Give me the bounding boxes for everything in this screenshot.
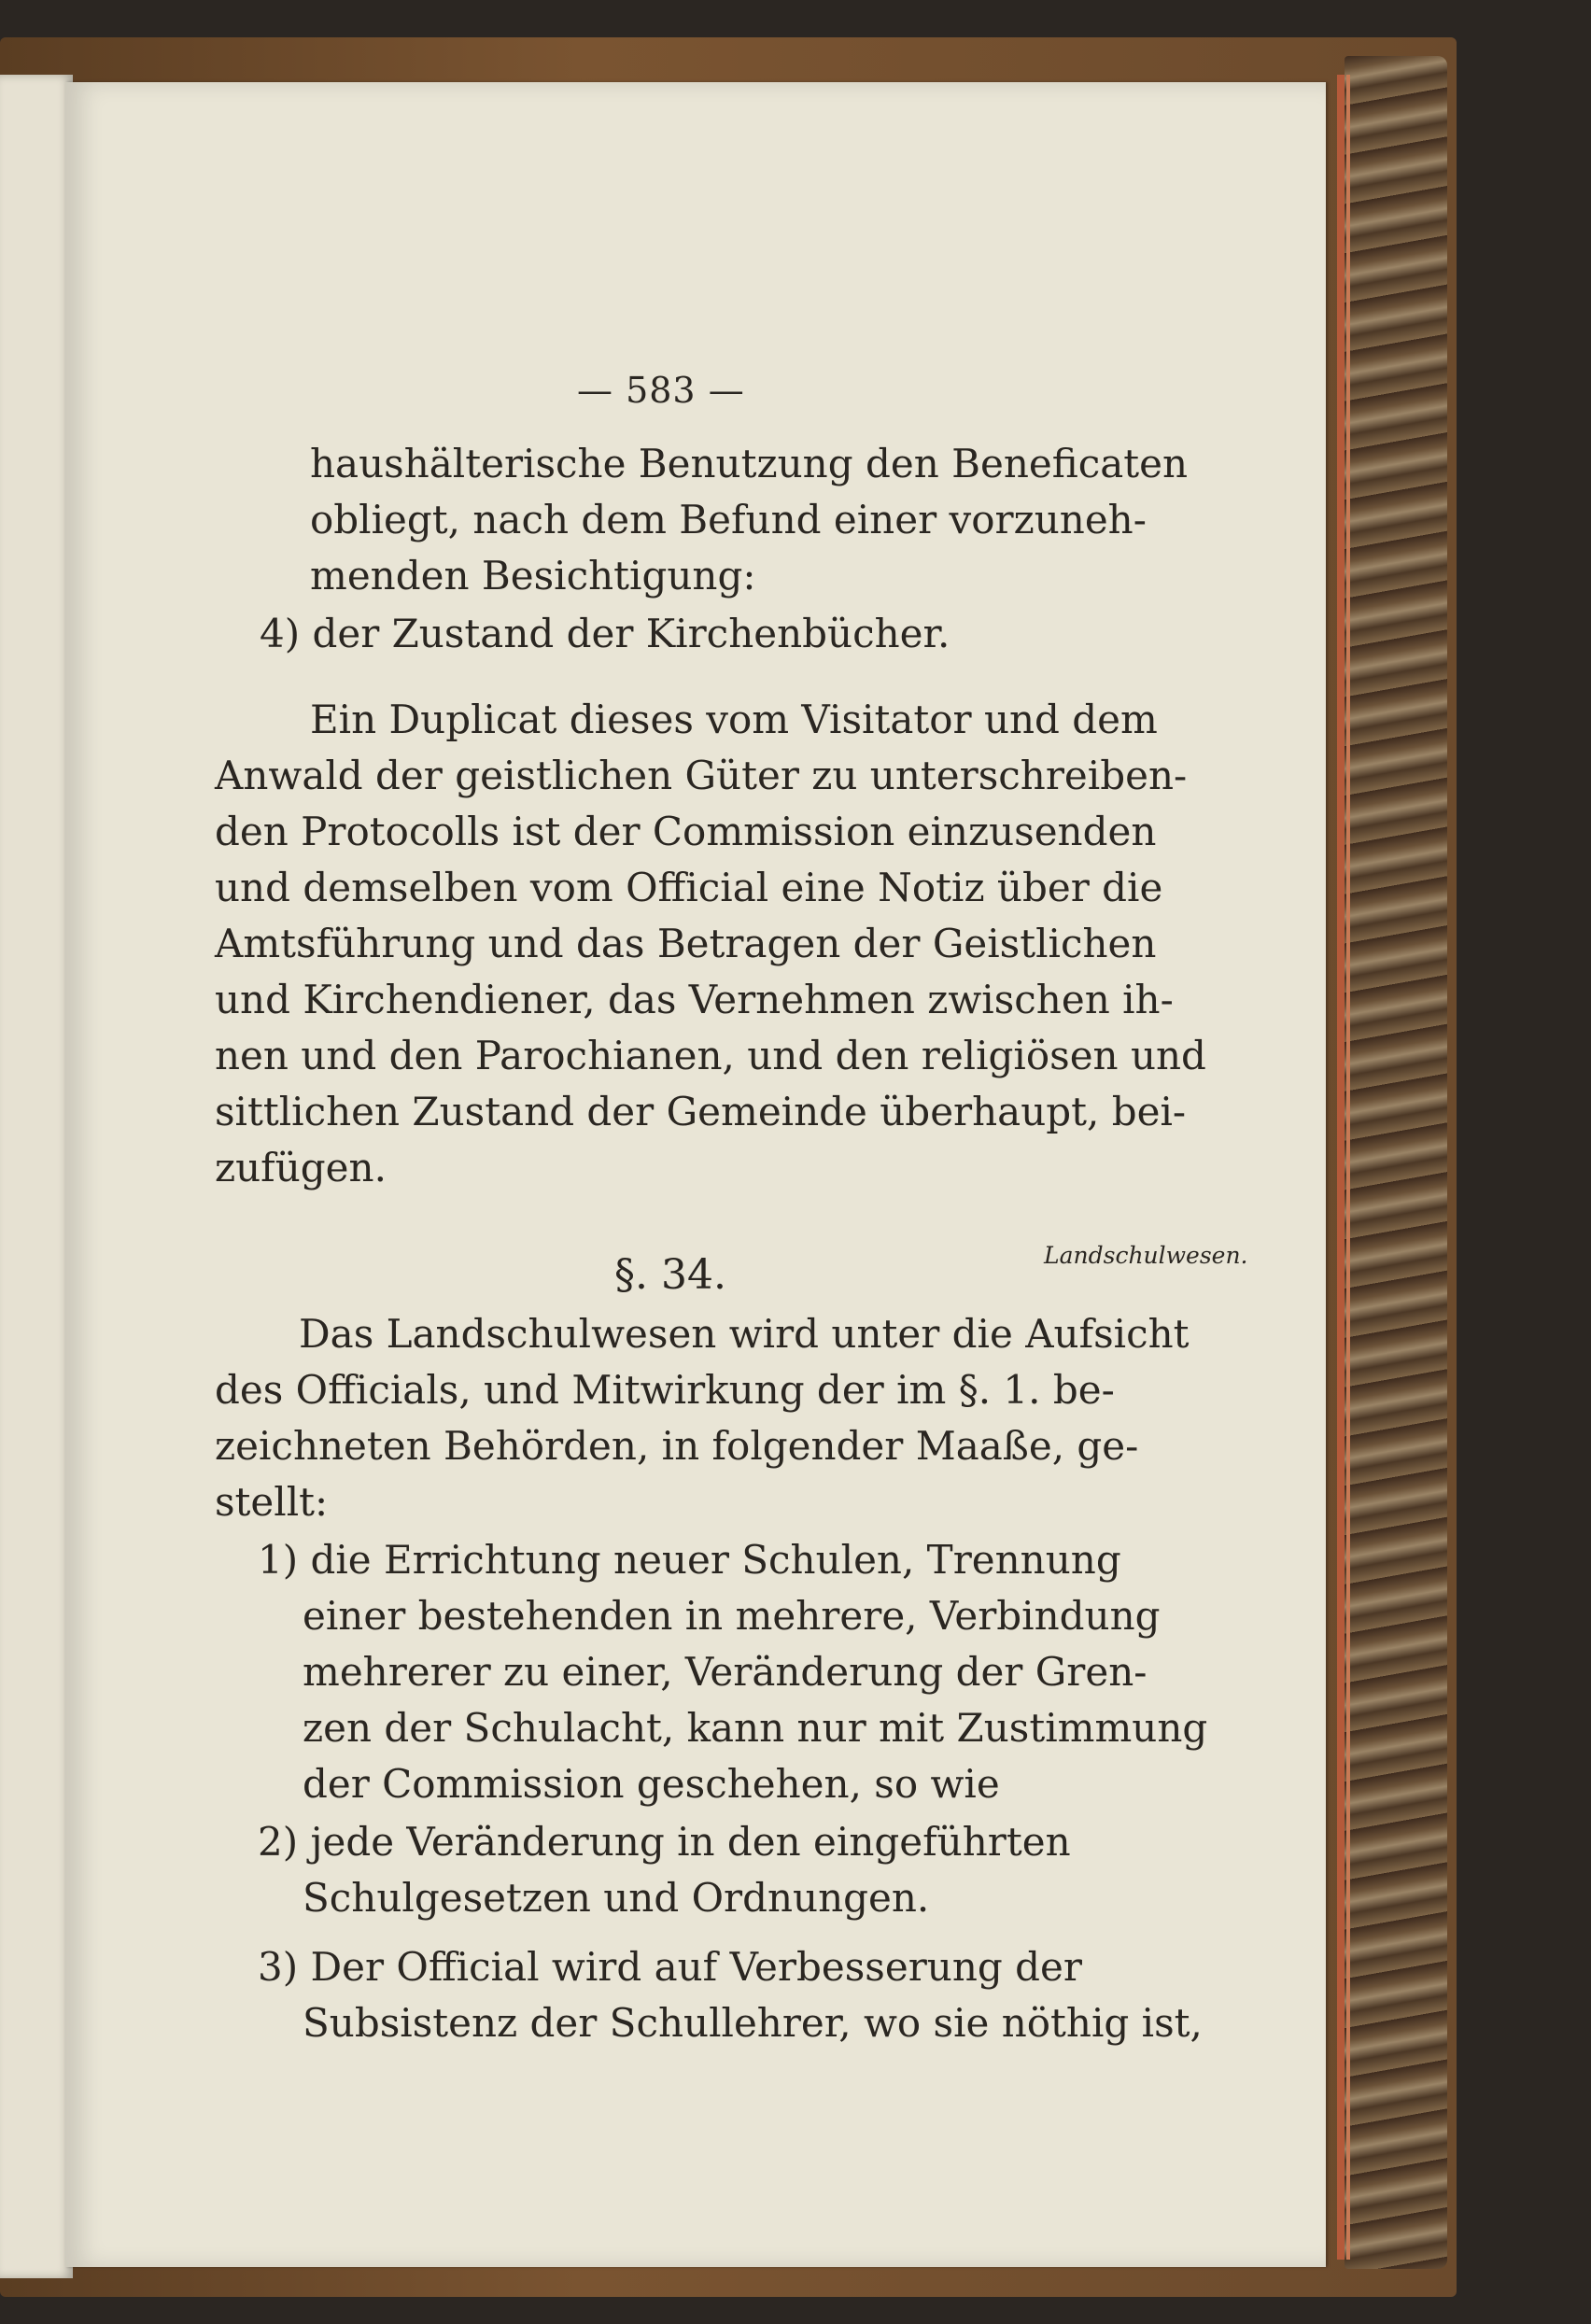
text-line: den Protocolls ist der Commission einzusenden — [215, 809, 1157, 854]
text-line: stellt: — [215, 1479, 329, 1525]
text-line: mehrerer zu einer, Veränderung der Gren- — [303, 1649, 1147, 1695]
text-line: zen der Schulacht, kann nur mit Zustimmung — [303, 1705, 1208, 1751]
text-line: zufügen. — [215, 1145, 387, 1190]
text-line: Anwald der geistlichen Güter zu unterschreiben- — [215, 753, 1188, 798]
text-line: haushälterische Benutzung den Beneficaten — [310, 441, 1189, 486]
book-page — [65, 82, 1326, 2267]
page-edge-red — [1337, 75, 1345, 2260]
text-line: einer bestehenden in mehrere, Verbindung — [303, 1593, 1161, 1639]
text-line: der Commission geschehen, so wie — [303, 1761, 1000, 1807]
text-line: Amtsführung und das Betragen der Geistlichen — [215, 921, 1157, 966]
text-line: Ein Duplicat dieses vom Visitator und dem — [310, 697, 1158, 742]
list-item: 3) Der Official wird auf Verbesserung der — [258, 1944, 1082, 1990]
margin-note: Landschulwesen. — [1044, 1242, 1248, 1269]
list-item: 2) jede Veränderung in den eingeführten — [258, 1819, 1071, 1865]
text-line: menden Besichtigung: — [310, 553, 756, 599]
text-line: sittlichen Zustand der Gemeinde überhaupt, bei- — [215, 1089, 1187, 1134]
left-page — [0, 75, 73, 2278]
text-line: Subsistenz der Schullehrer, wo sie nöthig ist, — [303, 2000, 1203, 2046]
text-line: und Kirchendiener, das Vernehmen zwischen ih- — [215, 977, 1174, 1022]
text-line: und demselben vom Official eine Notiz über die — [215, 865, 1163, 910]
list-item: 4) der Zustand der Kirchenbücher. — [260, 611, 950, 656]
text-line: des Officials, und Mitwirkung der im §. 1. be- — [215, 1367, 1115, 1413]
text-line: zeichneten Behörden, in folgender Maaße, ge- — [215, 1423, 1139, 1469]
marbled-edge — [1345, 56, 1447, 2269]
text-line: Schulgesetzen und Ordnungen. — [303, 1875, 930, 1921]
page-edge-red-inner — [1346, 75, 1350, 2260]
text-line: Das Landschulwesen wird unter die Aufsicht — [299, 1311, 1190, 1357]
section-heading: §. 34. — [614, 1251, 726, 1299]
list-item: 1) die Errichtung neuer Schulen, Trennung — [258, 1537, 1121, 1583]
page-number: — 583 — — [577, 370, 745, 411]
text-line: obliegt, nach dem Befund einer vorzuneh- — [310, 497, 1147, 542]
text-line: nen und den Parochianen, und den religiösen und — [215, 1033, 1206, 1078]
